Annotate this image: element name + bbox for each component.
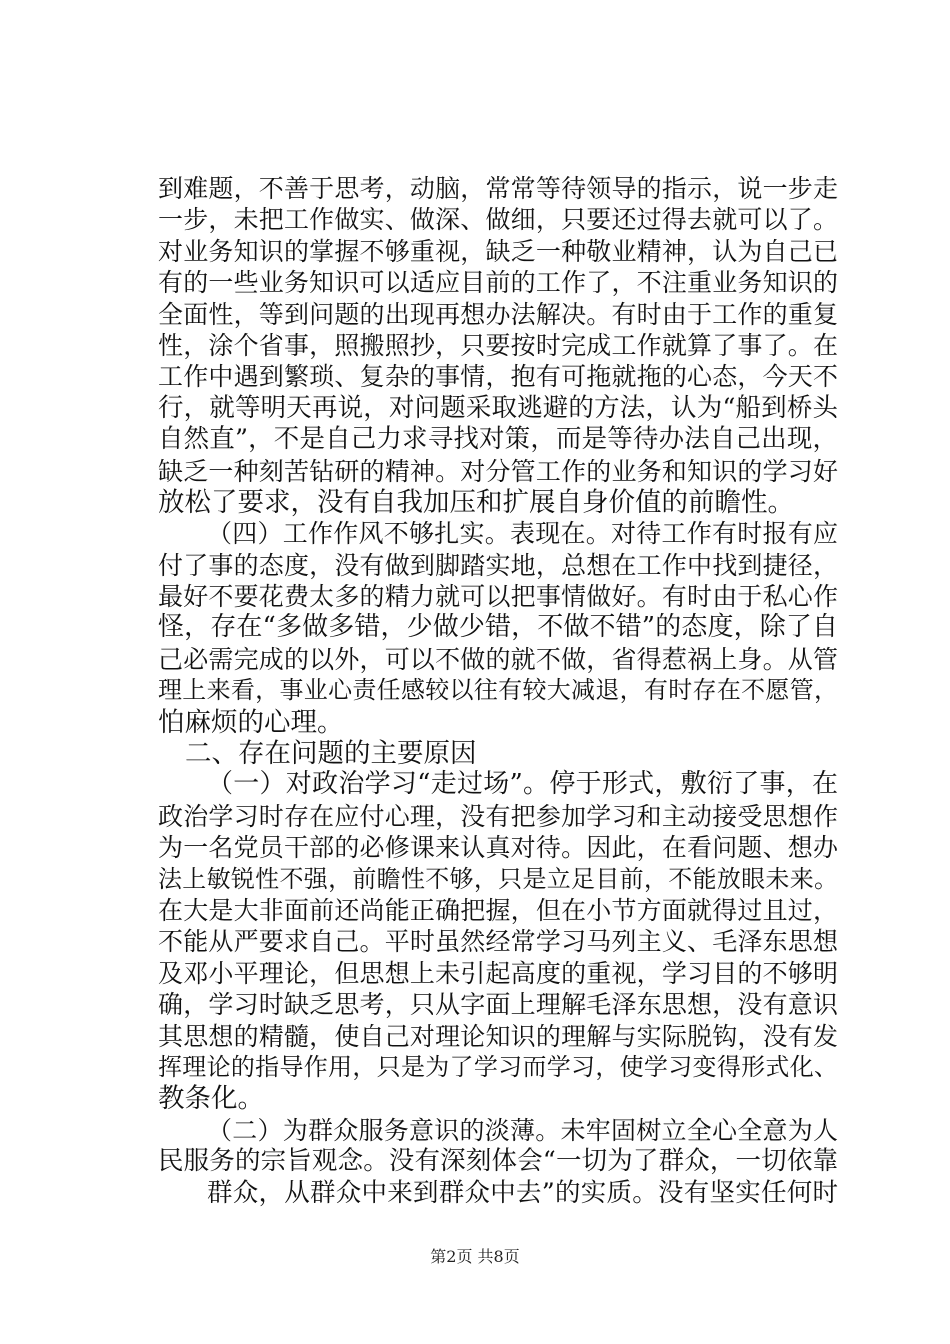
text-line: 最好不要花费太多的精力就可以把事情做好。有时由于私心作: [158, 582, 838, 612]
text-line: 在大是大非面前还尚能正确把握，但在小节方面就得过且过，: [158, 895, 838, 925]
text-line: 有的一些业务知识可以适应目前的工作了，不注重业务知识的: [158, 268, 838, 298]
text-line: 怪，存在“多做多错，少做少错，不做不错”的态度，除了自: [158, 612, 838, 643]
text-line: 己必需完成的以外，可以不做的就不做，省得惹祸上身。从管: [158, 644, 838, 674]
text-line: 到难题，不善于思考，动脑，常常等待领导的指示，说一步走: [158, 174, 838, 203]
text-line: 及邓小平理论，但思想上未引起高度的重视，学习目的不够明: [158, 958, 838, 988]
text-line: 全面性，等到问题的出现再想办法解决。有时由于工作的重复: [158, 299, 838, 329]
text-line: 一步，未把工作做实、做深、做细，只要还过得去就可以了。: [158, 205, 838, 235]
text-line: 工作中遇到繁琐、复杂的事情，抱有可拖就拖的心态，今天不: [158, 362, 838, 392]
text-line: 理上来看，事业心责任感较以往有较大减退，有时存在不愿管，: [158, 676, 838, 705]
text-line: 付了事的态度，没有做到脚踏实地，总想在工作中找到捷径，: [158, 550, 838, 580]
text-line: 政治学习时存在应付心理，没有把参加学习和主动接受思想作: [158, 801, 838, 831]
text-line: 对业务知识的掌握不够重视，缺乏一种敬业精神，认为自己已: [158, 236, 838, 266]
text-line: 群众，从群众中来到群众中去”的实质。没有坚实任何时: [207, 1177, 838, 1208]
text-line: 放松了要求，没有自我加压和扩展自身价值的前瞻性。: [158, 486, 794, 518]
document-body: [158, 173, 838, 1209]
text-line: （四）工作作风不够扎实。表现在。对待工作有时报有应: [207, 519, 838, 549]
text-line: 性，涂个省事，照搬照抄，只要按时完成工作就算了事了。在: [158, 330, 838, 360]
text-line: 法上敏锐性不强，前瞻性不够，只是立足目前，不能放眼未来。: [158, 864, 838, 893]
text-line: 确，学习时缺乏思考，只从字面上理解毛泽东思想，没有意识: [158, 990, 838, 1020]
text-line: 挥理论的指导作用，只是为了学习而学习，使学习变得形式化、: [158, 1052, 838, 1081]
text-line: （二）为群众服务意识的淡薄。未牢固树立全心全意为人: [207, 1115, 838, 1145]
text-line: 缺乏一种刻苦钻研的精神。对分管工作的业务和知识的学习好: [158, 456, 838, 486]
text-line: 为一名党员干部的必修课来认真对待。因此，在看问题、想办: [158, 833, 838, 863]
text-line: （一）对政治学习“走过场”。停于形式，敷衍了事，在: [207, 769, 838, 800]
text-line: 自然直”，不是自己力求寻找对策，而是等待办法自己出现，: [158, 424, 838, 455]
text-line: 不能从严要求自己。平时虽然经常学习马列主义、毛泽东思想: [158, 927, 838, 957]
page-footer: 第2页 共8页: [430, 1247, 520, 1266]
text-line: 二、存在问题的主要原因: [185, 738, 477, 770]
text-line: 其思想的精髓，使自己对理论知识的理解与实际脱钩，没有发: [158, 1021, 838, 1051]
text-line: 民服务的宗旨观念。没有深刻体会“一切为了群众，一切依靠: [158, 1146, 838, 1177]
text-line: 行，就等明天再说，对问题采取逃避的方法，认为“船到桥头: [158, 392, 838, 423]
text-line: 怕麻烦的心理。: [158, 706, 344, 738]
text-line: 教条化。: [158, 1083, 264, 1115]
